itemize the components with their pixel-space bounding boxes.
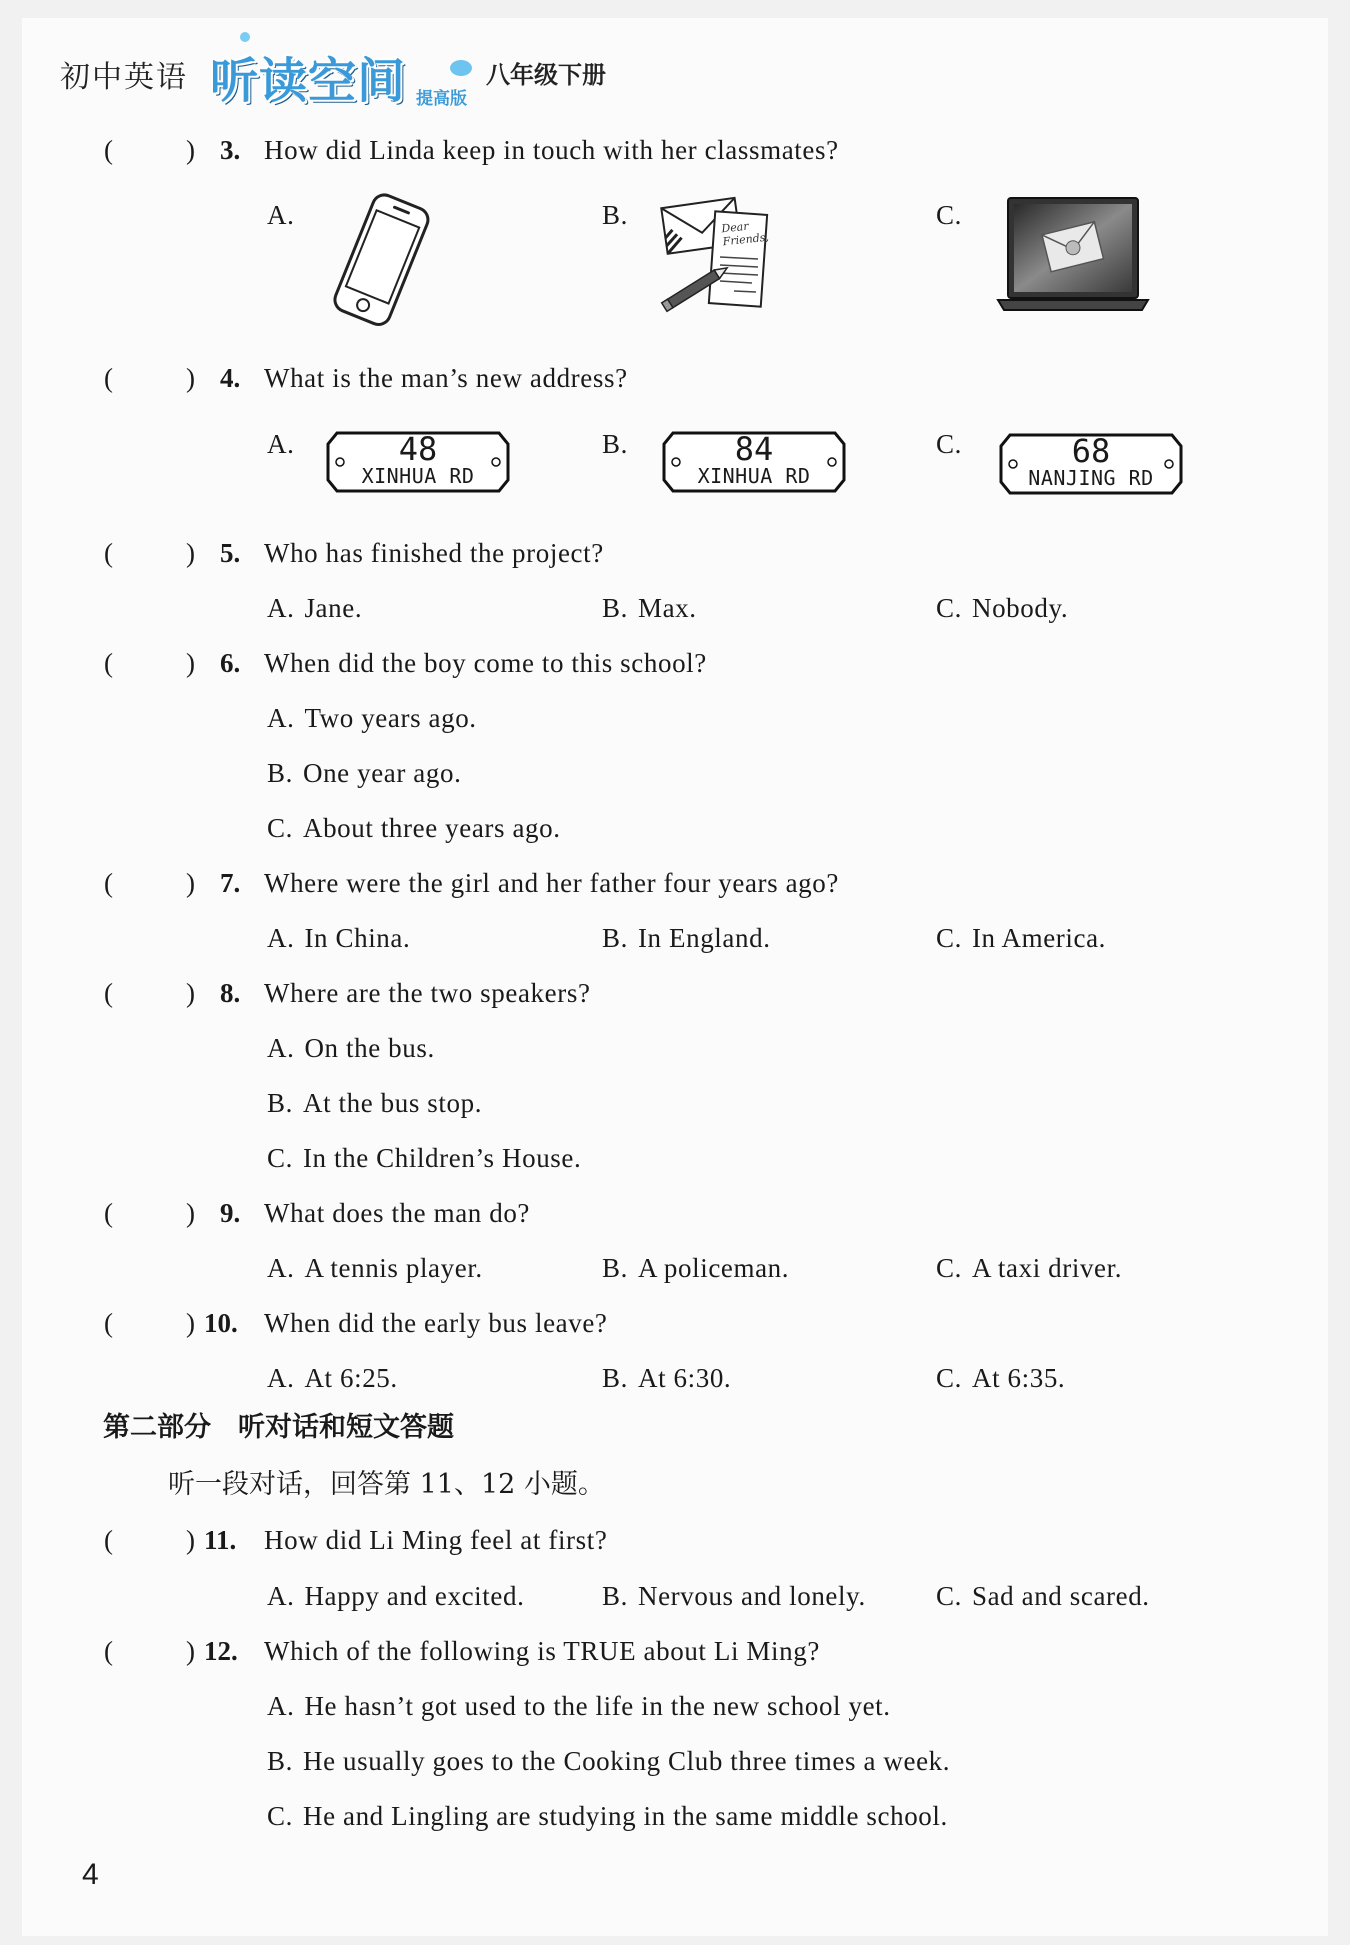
option-b: [267, 1083, 482, 1123]
edition-label: 提高版: [416, 89, 467, 109]
street-sign-c: [998, 432, 1184, 496]
question-5: [0, 533, 1350, 573]
answer-bracket-close: ): [186, 868, 195, 898]
option-label: C.: [936, 1253, 962, 1283]
option-a: [267, 1576, 524, 1616]
option-a: [267, 1248, 483, 1288]
option-text: In England.: [637, 923, 771, 953]
mobile-phone-icon: [322, 192, 442, 330]
section-title: 第二部分 听对话和短文答题: [103, 1412, 454, 1443]
letter-greeting: Dear Friends,: [720, 219, 770, 249]
house-number: 68: [1071, 432, 1111, 470]
series-title: 初中英语: [60, 60, 188, 95]
option-label: A.: [267, 1033, 295, 1063]
option-text: A policeman.: [637, 1253, 790, 1283]
option-text: He usually goes to the Cooking Club three times a week.: [302, 1746, 951, 1776]
option-label: B.: [267, 758, 293, 788]
option-label: B.: [602, 429, 628, 459]
question-8: [0, 973, 1350, 1013]
question-text: Where were the girl and her father four years ago?: [264, 868, 839, 898]
option-b: [602, 588, 697, 628]
option-b: [602, 1358, 731, 1398]
option-text: On the bus.: [304, 1033, 435, 1063]
option-text: A taxi driver.: [971, 1253, 1123, 1283]
option-text: One year ago.: [302, 758, 462, 788]
option-text: Sad and scared.: [971, 1581, 1150, 1611]
option-a: [267, 1358, 398, 1398]
option-text: Nobody.: [971, 593, 1069, 623]
question-text: How did Li Ming feel at first?: [264, 1525, 608, 1555]
option-label: B.: [602, 200, 628, 230]
answer-bracket-open: (: [104, 1198, 113, 1228]
answer-bracket-close: ): [186, 978, 195, 1008]
option-text: In China.: [304, 923, 411, 953]
option-label: B.: [267, 1746, 293, 1776]
answer-bracket-close: ): [186, 1198, 195, 1228]
option-b: [602, 918, 771, 958]
question-number: 8.: [220, 978, 241, 1008]
option-label: C.: [267, 813, 293, 843]
answer-bracket-open: (: [104, 1525, 113, 1555]
street-name: NANJING RD: [1028, 466, 1154, 490]
option-b: [602, 1248, 789, 1288]
option-c: [936, 1248, 1122, 1288]
option-c: [936, 918, 1106, 958]
question-number: 12.: [204, 1636, 238, 1666]
option-a: [267, 918, 410, 958]
answer-bracket-close: ): [186, 1525, 195, 1555]
question-text: Who has finished the project?: [264, 538, 604, 568]
answer-bracket-close: ): [186, 135, 195, 165]
option-text: Jane.: [304, 593, 363, 623]
option-label: B.: [602, 593, 628, 623]
option-label: C.: [936, 1363, 962, 1393]
question-number: 7.: [220, 868, 241, 898]
option-text: At 6:35.: [971, 1363, 1066, 1393]
option-b: [267, 1741, 950, 1781]
section-instruction: 听一段对话，回答第 11、12 小题。: [168, 1469, 605, 1500]
option-label: B.: [267, 1088, 293, 1118]
option-label: B.: [602, 923, 628, 953]
option-label: A.: [267, 1253, 295, 1283]
option-b: [267, 753, 461, 793]
question-text: How did Linda keep in touch with her classmates?: [264, 135, 839, 165]
option-c: [267, 1138, 581, 1178]
option-c: [936, 1358, 1065, 1398]
question-number: 10.: [204, 1308, 238, 1338]
page-number: 4: [82, 1858, 99, 1891]
option-label: A.: [267, 1581, 295, 1611]
option-a: [267, 588, 362, 628]
option-text: In the Children’s House.: [302, 1143, 582, 1173]
option-text: He and Lingling are studying in the same middle school.: [302, 1801, 948, 1831]
question-12: [0, 1631, 1350, 1671]
answer-bracket-close: ): [186, 648, 195, 678]
street-sign-b: [661, 430, 847, 494]
question-6: [0, 643, 1350, 683]
option-a: [267, 698, 477, 738]
option-text: Nervous and lonely.: [637, 1581, 866, 1611]
option-label: C.: [936, 593, 962, 623]
bubble-decoration: [240, 32, 250, 42]
question-number: 5.: [220, 538, 241, 568]
option-text: Happy and excited.: [304, 1581, 525, 1611]
option-label: B.: [602, 1581, 628, 1611]
option-label: A.: [267, 593, 295, 623]
question-number: 9.: [220, 1198, 241, 1228]
question-number: 11.: [204, 1525, 237, 1555]
house-number: 48: [398, 430, 438, 468]
option-text: Two years ago.: [304, 703, 477, 733]
option-label: A.: [267, 703, 295, 733]
option-c: [267, 1796, 948, 1836]
option-text: About three years ago.: [302, 813, 561, 843]
option-label: B.: [602, 1363, 628, 1393]
option-c: [267, 808, 561, 848]
answer-bracket-close: ): [186, 363, 195, 393]
question-number: 6.: [220, 648, 241, 678]
option-text: Max.: [637, 593, 697, 623]
question-number: 4.: [220, 363, 241, 393]
question-text: When did the early bus leave?: [264, 1308, 608, 1338]
option-label: A.: [267, 200, 295, 230]
option-c: [936, 1576, 1150, 1616]
option-c: [936, 588, 1068, 628]
question-9: [0, 1193, 1350, 1233]
question-11: [0, 1520, 1350, 1560]
answer-bracket-close: ): [186, 1636, 195, 1666]
grade-label: 八年级下册: [486, 61, 606, 89]
answer-bracket-open: (: [104, 648, 113, 678]
option-label: C.: [936, 923, 962, 953]
option-label: A.: [267, 1691, 295, 1721]
option-text: At 6:30.: [637, 1363, 732, 1393]
street-name: XINHUA RD: [697, 464, 811, 488]
brand-logo-text: 听读空间: [210, 53, 407, 109]
answer-bracket-open: (: [104, 538, 113, 568]
question-number: 3.: [220, 135, 241, 165]
option-b: [602, 1576, 866, 1616]
option-label: C.: [936, 200, 962, 230]
question-text: Where are the two speakers?: [264, 978, 591, 1008]
answer-bracket-open: (: [104, 1636, 113, 1666]
laptop-email-icon: [996, 196, 1150, 314]
option-label: C.: [936, 1581, 962, 1611]
option-a: [267, 1686, 891, 1726]
bubble-decoration: [450, 60, 472, 76]
option-text: At the bus stop.: [302, 1088, 483, 1118]
option-text: A tennis player.: [304, 1253, 483, 1283]
house-number: 84: [734, 430, 774, 468]
question-text: What does the man do?: [264, 1198, 531, 1228]
question-10: [0, 1303, 1350, 1343]
answer-bracket-close: ): [186, 1308, 195, 1338]
question-text: What is the man’s new address?: [264, 363, 628, 393]
option-label: A.: [267, 1363, 295, 1393]
option-text: In America.: [971, 923, 1107, 953]
question-3: [0, 130, 1350, 170]
option-label: A.: [267, 429, 295, 459]
street-sign-a: [325, 430, 511, 494]
answer-bracket-open: (: [104, 868, 113, 898]
question-7: [0, 863, 1350, 903]
answer-bracket-close: ): [186, 538, 195, 568]
option-label: C.: [267, 1801, 293, 1831]
answer-bracket-open: (: [104, 363, 113, 393]
question-text: When did the boy come to this school?: [264, 648, 707, 678]
answer-bracket-open: (: [104, 1308, 113, 1338]
answer-bracket-open: (: [104, 135, 113, 165]
letter-envelope-icon: [660, 195, 780, 315]
question-4: [0, 358, 1350, 398]
option-a: [267, 1028, 435, 1068]
option-text: At 6:25.: [304, 1363, 398, 1393]
option-label: C.: [936, 429, 962, 459]
option-label: B.: [602, 1253, 628, 1283]
option-text: He hasn’t got used to the life in the new school yet.: [304, 1691, 891, 1721]
street-name: XINHUA RD: [361, 464, 475, 488]
answer-bracket-open: (: [104, 978, 113, 1008]
option-label: C.: [267, 1143, 293, 1173]
option-label: A.: [267, 923, 295, 953]
question-text: Which of the following is TRUE about Li Ming?: [264, 1636, 820, 1666]
